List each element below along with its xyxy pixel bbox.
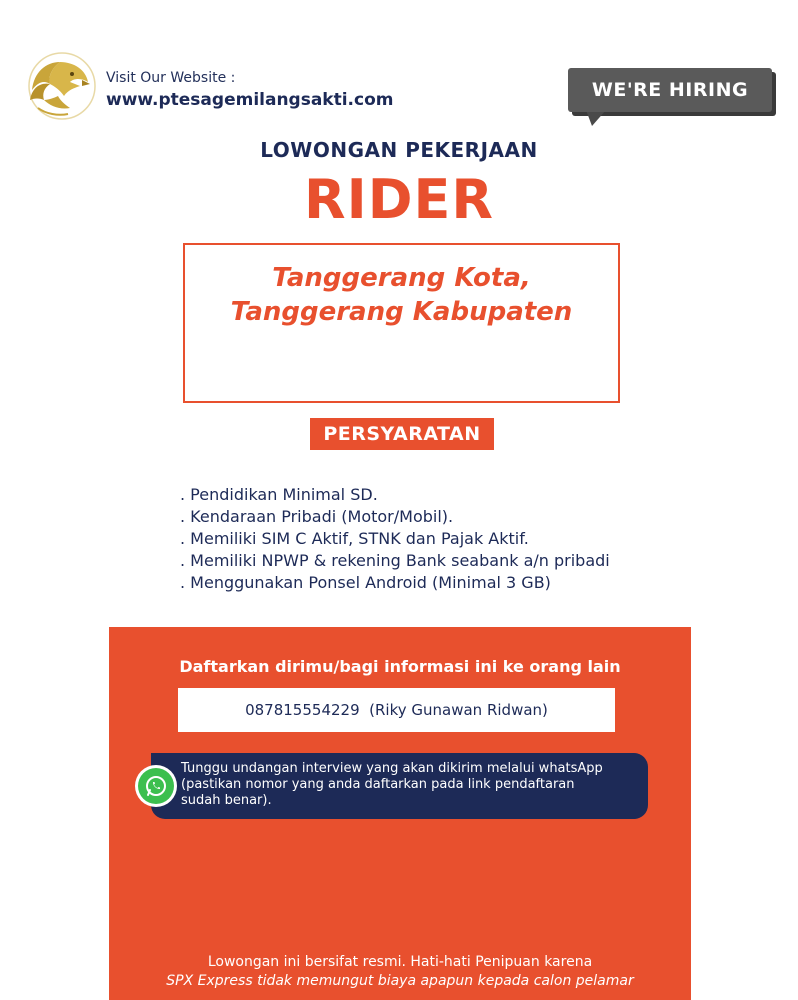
requirement-item: . Memiliki SIM C Aktif, STNK dan Pajak Aktif. bbox=[180, 529, 529, 548]
requirement-item: . Kendaraan Pribadi (Motor/Mobil). bbox=[180, 507, 454, 526]
hiring-badge-box bbox=[568, 68, 772, 112]
location-box bbox=[183, 243, 620, 403]
requirements-label: PERSYARATAN bbox=[323, 423, 481, 445]
location-line: Tanggerang Kabupaten bbox=[230, 297, 573, 327]
job-heading: LOWONGAN PEKERJAAN bbox=[260, 138, 538, 162]
requirement-item: . Memiliki NPWP & rekening Bank seabank a/n pribadi bbox=[180, 551, 610, 570]
job-title: RIDER bbox=[304, 168, 494, 231]
apply-panel bbox=[109, 627, 691, 1000]
share-text: Daftarkan dirimu/bagi informasi ini ke orang lain bbox=[179, 657, 621, 676]
visit-website-label: Visit Our Website : bbox=[106, 70, 236, 86]
company-logo bbox=[24, 50, 100, 122]
requirements-list bbox=[180, 484, 610, 594]
whatsapp-icon bbox=[138, 768, 174, 804]
golden-eagle-logo-icon bbox=[24, 50, 100, 122]
hiring-badge bbox=[568, 68, 778, 130]
whatsapp-note-line: sudah benar). bbox=[181, 793, 272, 808]
whatsapp-note-line: (pastikan nomor yang anda daftarkan pada link pendaftaran bbox=[181, 777, 575, 792]
website-link[interactable]: www.ptesagemilangsakti.com bbox=[106, 90, 394, 110]
whatsapp-note-line: Tunggu undangan interview yang akan dikirim melalui whatsApp bbox=[181, 761, 603, 776]
hiring-badge-text: WE'RE HIRING bbox=[591, 79, 749, 101]
footer-line: SPX Express tidak memungut biaya apapun kepada calon pelamar bbox=[166, 973, 634, 989]
requirement-item: . Menggunakan Ponsel Android (Minimal 3 GB) bbox=[180, 573, 551, 592]
requirement-item: . Pendidikan Minimal SD. bbox=[180, 485, 378, 504]
requirements-badge bbox=[310, 418, 494, 450]
whatsapp-note-bubble bbox=[151, 753, 648, 819]
contact-text: 087815554229 (Riky Gunawan Ridwan) bbox=[245, 701, 548, 719]
hiring-badge-tail bbox=[586, 110, 606, 126]
contact-box[interactable] bbox=[178, 688, 615, 732]
location-line: Tanggerang Kota, bbox=[272, 263, 531, 293]
whatsapp-icon-wrap[interactable] bbox=[135, 765, 177, 807]
footer-line: Lowongan ini bersifat resmi. Hati-hati Penipuan karena bbox=[207, 954, 593, 970]
